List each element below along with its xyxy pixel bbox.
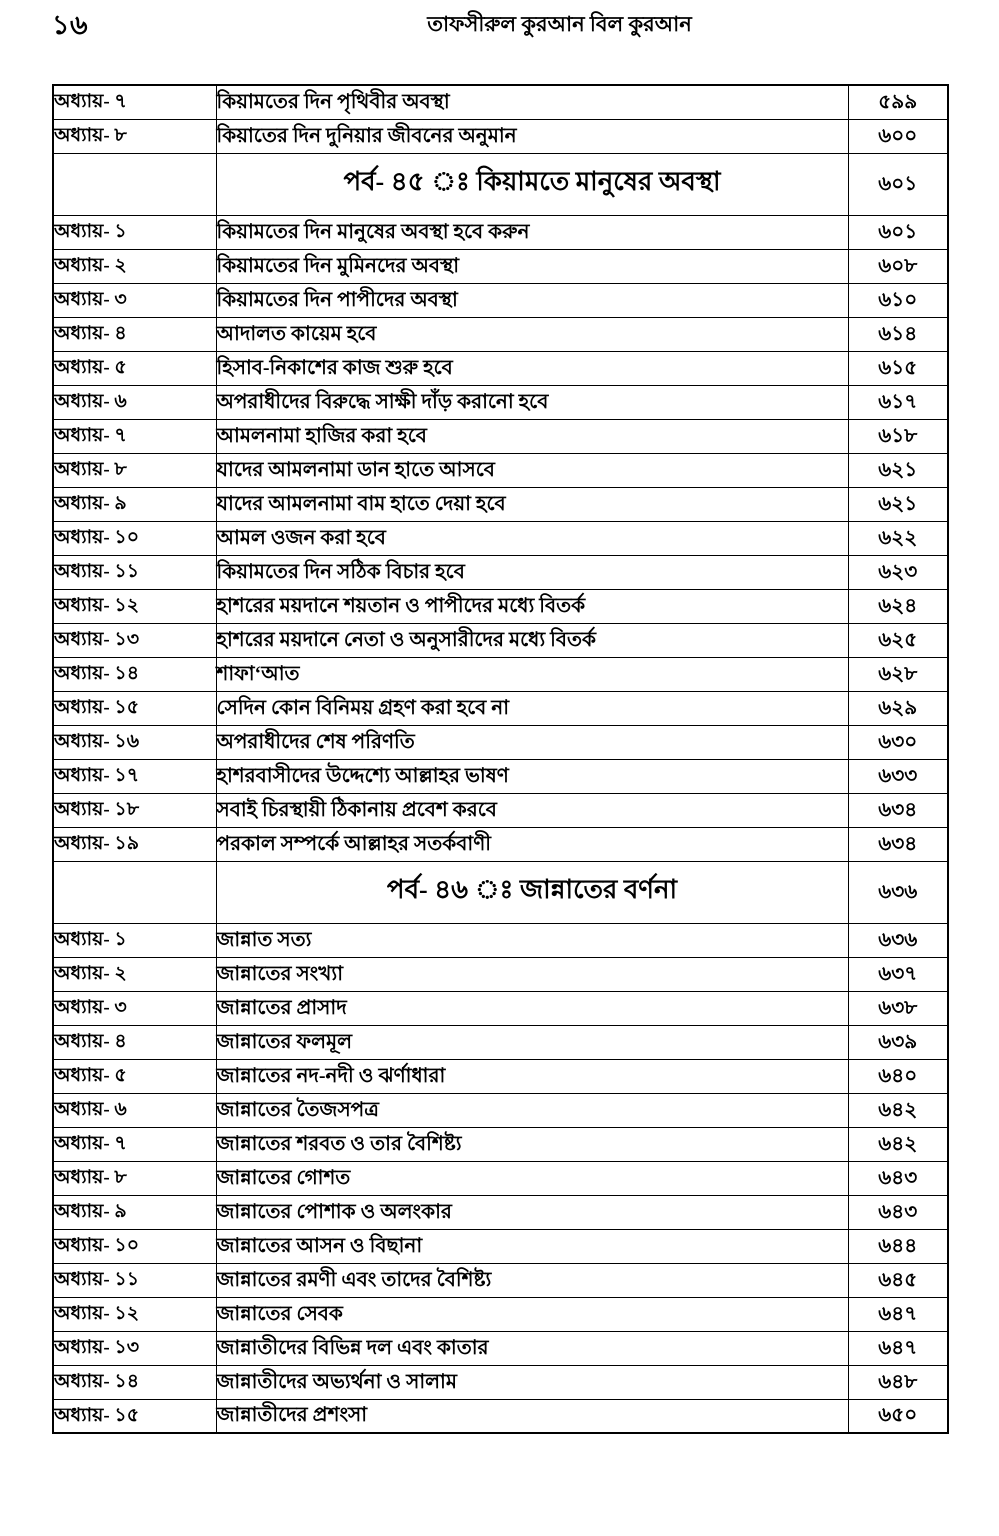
toc-entry-row [53,1093,948,1127]
page-number-cell: ৬৪৮ [848,1365,948,1399]
toc-entry-row [53,317,948,351]
page-number-cell: ৬২৯ [848,691,948,725]
toc-section-row [53,153,948,215]
toc-entry-row [53,657,948,691]
toc-entry-row [53,1297,948,1331]
entry-title-cell: আমলনামা হাজির করা হবে [216,419,848,453]
page-number-cell: ৬৪৪ [848,1229,948,1263]
chapter-label-cell: অধ্যায়- ১২ [53,1297,216,1331]
chapter-label-cell: অধ্যায়- ১০ [53,521,216,555]
toc-entry-row [53,1263,948,1297]
chapter-label-cell: অধ্যায়- ১৫ [53,691,216,725]
chapter-label-cell: অধ্যায়- ১২ [53,589,216,623]
chapter-label-cell: অধ্যায়- ১১ [53,555,216,589]
toc-entry-row [53,1127,948,1161]
toc-entry-row [53,623,948,657]
page-number-cell: ৬৫০ [848,1399,948,1433]
chapter-label-cell: অধ্যায়- ৯ [53,487,216,521]
page-number-cell: ৬৪৭ [848,1297,948,1331]
page-number-cell: ৬২১ [848,487,948,521]
page-number-cell: ৬২৩ [848,555,948,589]
chapter-label-cell: অধ্যায়- ১৯ [53,827,216,861]
chapter-label-cell: অধ্যায়- ৩ [53,991,216,1025]
entry-title-cell: জান্নাতের তৈজসপত্র [216,1093,848,1127]
page-number-cell: ৬৩৮ [848,991,948,1025]
toc-entry-row [53,691,948,725]
page-number-cell: ৬০৮ [848,249,948,283]
chapter-label-cell: অধ্যায়- ১৪ [53,1365,216,1399]
toc-entry-row [53,119,948,153]
section-chapter-blank-cell [53,153,216,215]
page-number-cell: ৬৩৩ [848,759,948,793]
entry-title-cell: সেদিন কোন বিনিময় গ্রহণ করা হবে না [216,691,848,725]
running-head [52,0,947,60]
entry-title-cell: কিয়ামতের দিন পৃথিবীর অবস্থা [216,85,848,119]
entry-title-cell: আদালত কায়েম হবে [216,317,848,351]
entry-title-cell: কিয়াতের দিন দুনিয়ার জীবনের অনুমান [216,119,848,153]
toc-entry-row [53,725,948,759]
entry-title-cell: কিয়ামতের দিন পাপীদের অবস্থা [216,283,848,317]
toc-entry-row [53,1399,948,1433]
entry-title-cell: জান্নাতের পোশাক ও অলংকার [216,1195,848,1229]
toc-entry-row [53,85,948,119]
toc-entry-row [53,1195,948,1229]
entry-title-cell: অপরাধীদের বিরুদ্ধে সাক্ষী দাঁড় করানো হবে [216,385,848,419]
toc-entry-row [53,385,948,419]
toc-entry-row [53,957,948,991]
entry-title-cell: জান্নাতের সংখ্যা [216,957,848,991]
chapter-label-cell: অধ্যায়- ৮ [53,119,216,153]
entry-title-cell: যাদের আমলনামা ডান হাতে আসবে [216,453,848,487]
entry-title-cell: জান্নাতীদের অভ্যর্থনা ও সালাম [216,1365,848,1399]
book-title: তাফসীরুল কুরআন বিল কুরআন [427,12,692,36]
page-number: ১৬ [52,10,89,40]
entry-title-cell: হিসাব-নিকাশের কাজ শুরু হবে [216,351,848,385]
toc-entry-row [53,793,948,827]
entry-title-cell: জান্নাতের রমণী এবং তাদের বৈশিষ্ট্য [216,1263,848,1297]
section-title-cell: পর্ব- ৪৫ ঃ কিয়ামতে মানুষের অবস্থা [216,153,848,215]
toc-entry-row [53,991,948,1025]
chapter-label-cell: অধ্যায়- ৬ [53,1093,216,1127]
page-number-cell: ৬১০ [848,283,948,317]
entry-title-cell: হাশরের ময়দানে নেতা ও অনুসারীদের মধ্যে বিতর্ক [216,623,848,657]
entry-title-cell: অপরাধীদের শেষ পরিণতি [216,725,848,759]
page-number-cell: ৬৩৪ [848,827,948,861]
entry-title-cell: কিয়ামতের দিন সঠিক বিচার হবে [216,555,848,589]
toc-entry-row [53,1331,948,1365]
page-number-cell: ৬৩৭ [848,957,948,991]
chapter-label-cell: অধ্যায়- ১৬ [53,725,216,759]
toc-entry-row [53,521,948,555]
entry-title-cell: জান্নাতের গোশত [216,1161,848,1195]
page-number-cell: ৬৪২ [848,1127,948,1161]
chapter-label-cell: অধ্যায়- ৩ [53,283,216,317]
page-number-cell: ৬১৫ [848,351,948,385]
entry-title-cell: সবাই চিরস্থায়ী ঠিকানায় প্রবেশ করবে [216,793,848,827]
toc-entry-row [53,923,948,957]
entry-title-cell: জান্নাতীদের বিভিন্ন দল এবং কাতার [216,1331,848,1365]
table-of-contents [52,84,947,1434]
chapter-label-cell: অধ্যায়- ১০ [53,1229,216,1263]
toc-entry-row [53,249,948,283]
entry-title-cell: জান্নাত সত্য [216,923,848,957]
page-number-cell: ৬২৮ [848,657,948,691]
page-number-cell: ৬৩০ [848,725,948,759]
chapter-label-cell: অধ্যায়- ১১ [53,1263,216,1297]
toc-entry-row [53,487,948,521]
chapter-label-cell: অধ্যায়- ৭ [53,85,216,119]
entry-title-cell: কিয়ামতের দিন মুমিনদের অবস্থা [216,249,848,283]
toc-entry-row [53,419,948,453]
toc-entry-row [53,1365,948,1399]
chapter-label-cell: অধ্যায়- ২ [53,957,216,991]
page-number-cell: ৬০০ [848,119,948,153]
entry-title-cell: শাফা‘আত [216,657,848,691]
page-number-cell: ৬২১ [848,453,948,487]
page-number-cell: ৬১৮ [848,419,948,453]
toc-entry-row [53,827,948,861]
page-number-cell: ৬২৫ [848,623,948,657]
chapter-label-cell: অধ্যায়- ১ [53,923,216,957]
page-number-cell: ৬৩৯ [848,1025,948,1059]
toc-entry-row [53,555,948,589]
entry-title-cell: জান্নাতের প্রাসাদ [216,991,848,1025]
page-number-cell: ৬৪৫ [848,1263,948,1297]
chapter-label-cell: অধ্যায়- ২ [53,249,216,283]
chapter-label-cell: অধ্যায়- ১৫ [53,1399,216,1433]
chapter-label-cell: অধ্যায়- ৫ [53,351,216,385]
chapter-label-cell: অধ্যায়- ৪ [53,1025,216,1059]
toc-entry-row [53,759,948,793]
page-number-cell: ৬০১ [848,215,948,249]
page-number-cell: ৬৪২ [848,1093,948,1127]
page-number-cell: ৬২৪ [848,589,948,623]
entry-title-cell: জান্নাতের আসন ও বিছানা [216,1229,848,1263]
page-number-cell: ৬৪০ [848,1059,948,1093]
page-number-cell: ৬৪৭ [848,1331,948,1365]
page-number-cell: ৬১৪ [848,317,948,351]
chapter-label-cell: অধ্যায়- ৯ [53,1195,216,1229]
section-title-cell: পর্ব- ৪৬ ঃ জান্নাতের বর্ণনা [216,861,848,923]
page-number-cell: ৬৩৪ [848,793,948,827]
entry-title-cell: পরকাল সম্পর্কে আল্লাহর সতর্কবাণী [216,827,848,861]
chapter-label-cell: অধ্যায়- ৮ [53,1161,216,1195]
chapter-label-cell: অধ্যায়- ৮ [53,453,216,487]
entry-title-cell: কিয়ামতের দিন মানুষের অবস্থা হবে করুন [216,215,848,249]
page-number-cell: ৬৩৬ [848,861,948,923]
chapter-label-cell: অধ্যায়- ১৪ [53,657,216,691]
chapter-label-cell: অধ্যায়- ১৭ [53,759,216,793]
chapter-label-cell: অধ্যায়- ৭ [53,419,216,453]
chapter-label-cell: অধ্যায়- ১ [53,215,216,249]
chapter-label-cell: অধ্যায়- ৬ [53,385,216,419]
page-number-cell: ৬০১ [848,153,948,215]
entry-title-cell: জান্নাতের সেবক [216,1297,848,1331]
toc-entry-row [53,589,948,623]
entry-title-cell: যাদের আমলনামা বাম হাতে দেয়া হবে [216,487,848,521]
entry-title-cell: জান্নাতের ফলমূল [216,1025,848,1059]
entry-title-cell: আমল ওজন করা হবে [216,521,848,555]
chapter-label-cell: অধ্যায়- ৪ [53,317,216,351]
toc-table [52,84,949,1434]
page-number-cell: ৬৪৩ [848,1161,948,1195]
chapter-label-cell: অধ্যায়- ৫ [53,1059,216,1093]
toc-entry-row [53,453,948,487]
toc-entry-row [53,1059,948,1093]
page-number-cell: ৫৯৯ [848,85,948,119]
entry-title-cell: হাশরের ময়দানে শয়তান ও পাপীদের মধ্যে বিতর্ক [216,589,848,623]
page-number-cell: ৬১৭ [848,385,948,419]
page-number-cell: ৬৩৬ [848,923,948,957]
toc-table-body [53,85,948,1433]
chapter-label-cell: অধ্যায়- ১৩ [53,623,216,657]
toc-entry-row [53,1229,948,1263]
entry-title-cell: হাশরবাসীদের উদ্দেশ্যে আল্লাহর ভাষণ [216,759,848,793]
toc-section-row [53,861,948,923]
toc-entry-row [53,1025,948,1059]
toc-entry-row [53,1161,948,1195]
chapter-label-cell: অধ্যায়- ১৮ [53,793,216,827]
entry-title-cell: জান্নাতের নদ-নদী ও ঝর্ণাধারা [216,1059,848,1093]
entry-title-cell: জান্নাতীদের প্রশংসা [216,1399,848,1433]
page-number-cell: ৬৪৩ [848,1195,948,1229]
toc-entry-row [53,283,948,317]
page-number-cell: ৬২২ [848,521,948,555]
toc-entry-row [53,351,948,385]
entry-title-cell: জান্নাতের শরবত ও তার বৈশিষ্ট্য [216,1127,848,1161]
chapter-label-cell: অধ্যায়- ১৩ [53,1331,216,1365]
chapter-label-cell: অধ্যায়- ৭ [53,1127,216,1161]
toc-entry-row [53,215,948,249]
section-chapter-blank-cell [53,861,216,923]
